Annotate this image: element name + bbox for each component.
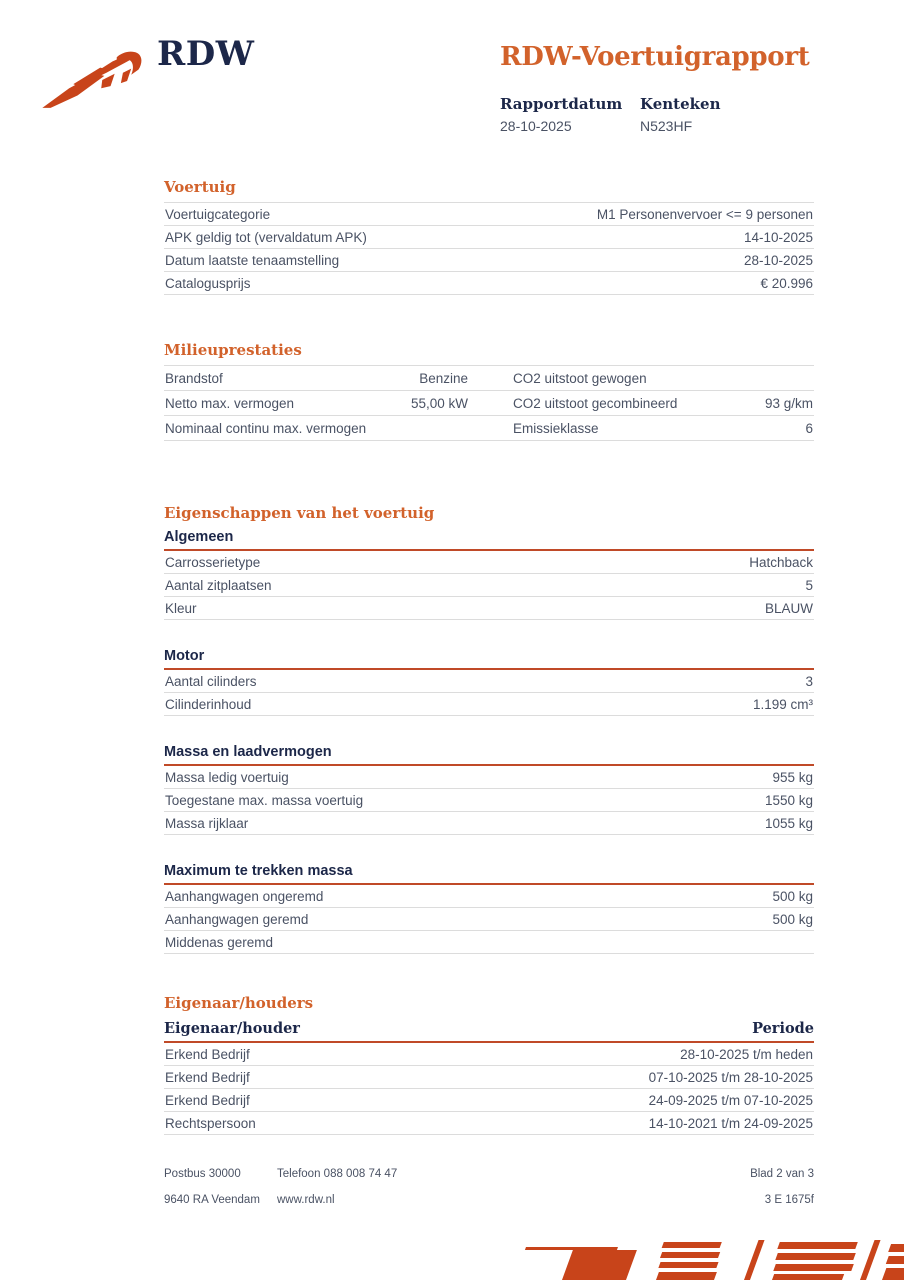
footer-page-indicator: Blad 2 van 3 xyxy=(750,1168,814,1180)
row-value: 6 xyxy=(805,421,813,436)
row-value: 1.199 cm³ xyxy=(752,697,813,712)
section-eigenschappen xyxy=(164,504,814,954)
row-label: CO2 uitstoot gewogen xyxy=(513,371,647,386)
row-label: Massa ledig voertuig xyxy=(165,770,289,785)
table-row xyxy=(164,551,814,574)
row-label: Aanhangwagen geremd xyxy=(165,912,309,927)
row-label: Datum laatste tenaamstelling xyxy=(165,253,340,268)
plate-block xyxy=(640,95,780,134)
owner-name: Rechtspersoon xyxy=(165,1116,256,1131)
row-label: Brandstof xyxy=(165,371,223,386)
row-label: Netto max. vermogen xyxy=(165,396,295,411)
row-value: Benzine xyxy=(419,371,468,386)
page-title: RDW-Voertuigrapport xyxy=(500,42,810,72)
subsection-massa xyxy=(164,741,814,835)
subsection-motor-title: Motor xyxy=(164,645,814,670)
row-value: 1055 kg xyxy=(764,816,813,831)
subsection-motor xyxy=(164,645,814,716)
table-row xyxy=(164,416,814,441)
section-eigenschappen-title: Eigenschappen van het voertuig xyxy=(164,504,435,522)
owner-table-header xyxy=(164,1016,814,1043)
owner-column-header: Eigenaar/houder xyxy=(164,1020,300,1037)
report-date-value: 28-10-2025 xyxy=(500,118,572,134)
row-value: € 20.996 xyxy=(760,276,813,291)
row-label: Catalogusprijs xyxy=(165,276,251,291)
row-label: APK geldig tot (vervaldatum APK) xyxy=(165,230,367,245)
row-label: CO2 uitstoot gecombineerd xyxy=(513,396,678,411)
plate-label: Kenteken xyxy=(640,95,721,113)
table-row xyxy=(164,812,814,835)
row-label: Voertuigcategorie xyxy=(165,207,271,222)
table-row xyxy=(164,693,814,716)
table-row xyxy=(164,391,814,416)
footer-address-line2: 9640 RA Veendam xyxy=(164,1194,260,1206)
row-value: 955 kg xyxy=(772,770,813,785)
row-label: Aantal zitplaatsen xyxy=(165,578,272,593)
report-date-block xyxy=(500,95,640,134)
footer-phone: Telefoon 088 008 74 47 xyxy=(277,1168,398,1180)
row-label: Nominaal continu max. vermogen xyxy=(165,421,367,436)
owner-period: 28-10-2025 t/m heden xyxy=(680,1047,813,1062)
table-row xyxy=(164,885,814,908)
table-row xyxy=(164,1112,814,1135)
rdw-stripes-graphic-icon xyxy=(520,1236,904,1280)
row-label: Middenas geremd xyxy=(165,935,274,950)
report-meta xyxy=(500,95,820,134)
section-voertuig-title: Voertuig xyxy=(164,178,814,203)
table-row xyxy=(164,203,814,226)
row-label: Emissieklasse xyxy=(513,421,599,436)
section-eigenaren xyxy=(164,994,814,1135)
row-label: Toegestane max. massa voertuig xyxy=(165,793,364,808)
footer-doc-code: 3 E 1675f xyxy=(764,1194,814,1206)
table-row xyxy=(164,670,814,693)
section-eigenaren-title: Eigenaar/houders xyxy=(164,994,314,1012)
footer-line-1 xyxy=(164,1168,814,1180)
row-value: 3 xyxy=(805,674,813,689)
section-milieu-title: Milieuprestaties xyxy=(164,341,814,366)
report-body xyxy=(164,178,814,1135)
row-value: M1 Personenvervoer <= 9 personen xyxy=(596,207,813,222)
row-value: 28-10-2025 xyxy=(743,253,813,268)
table-row xyxy=(164,789,814,812)
row-value: 93 g/km xyxy=(764,396,813,411)
subsection-trekken xyxy=(164,860,814,954)
row-label: Carrosserietype xyxy=(165,555,261,570)
subsection-algemeen-title: Algemeen xyxy=(164,526,814,551)
table-row xyxy=(164,249,814,272)
subsection-massa-title: Massa en laadvermogen xyxy=(164,741,814,766)
table-row xyxy=(164,272,814,295)
row-value: BLAUW xyxy=(764,601,813,616)
owner-name: Erkend Bedrijf xyxy=(165,1047,250,1062)
plate-value: N523HF xyxy=(640,118,693,134)
row-value: 14-10-2025 xyxy=(743,230,813,245)
table-row xyxy=(164,766,814,789)
owner-name: Erkend Bedrijf xyxy=(165,1070,250,1085)
owner-period: 14-10-2021 t/m 24-09-2025 xyxy=(648,1116,813,1131)
rdw-feather-icon xyxy=(40,50,148,112)
row-value: 1550 kg xyxy=(764,793,813,808)
report-date-label: Rapportdatum xyxy=(500,95,623,113)
row-label: Aanhangwagen ongeremd xyxy=(165,889,324,904)
footer-address-line1: Postbus 30000 xyxy=(164,1168,241,1180)
subsection-algemeen xyxy=(164,526,814,620)
period-column-header: Periode xyxy=(752,1020,814,1037)
row-label: Massa rijklaar xyxy=(165,816,249,831)
row-value: 55,00 kW xyxy=(410,396,468,411)
section-voertuig xyxy=(164,178,814,295)
row-value: Hatchback xyxy=(749,555,813,570)
owner-period: 24-09-2025 t/m 07-10-2025 xyxy=(648,1093,813,1108)
row-value: 500 kg xyxy=(772,912,813,927)
subsection-trekken-title: Maximum te trekken massa xyxy=(164,860,814,885)
row-value: 500 kg xyxy=(772,889,813,904)
section-milieuprestaties xyxy=(164,341,814,441)
row-label: Aantal cilinders xyxy=(165,674,257,689)
page-footer xyxy=(164,1168,814,1220)
footer-line-2 xyxy=(164,1194,814,1206)
table-row xyxy=(164,908,814,931)
table-row xyxy=(164,574,814,597)
row-value: 5 xyxy=(805,578,813,593)
owner-name: Erkend Bedrijf xyxy=(165,1093,250,1108)
rdw-logo-wordmark: RDW xyxy=(157,34,255,74)
row-label: Cilinderinhoud xyxy=(165,697,252,712)
table-row xyxy=(164,597,814,620)
table-row xyxy=(164,1089,814,1112)
table-row xyxy=(164,226,814,249)
table-row xyxy=(164,1043,814,1066)
row-label: Kleur xyxy=(165,601,197,616)
footer-website: www.rdw.nl xyxy=(277,1194,335,1206)
owner-period: 07-10-2025 t/m 28-10-2025 xyxy=(648,1070,813,1085)
table-row xyxy=(164,1066,814,1089)
table-row xyxy=(164,366,814,391)
table-row xyxy=(164,931,814,954)
